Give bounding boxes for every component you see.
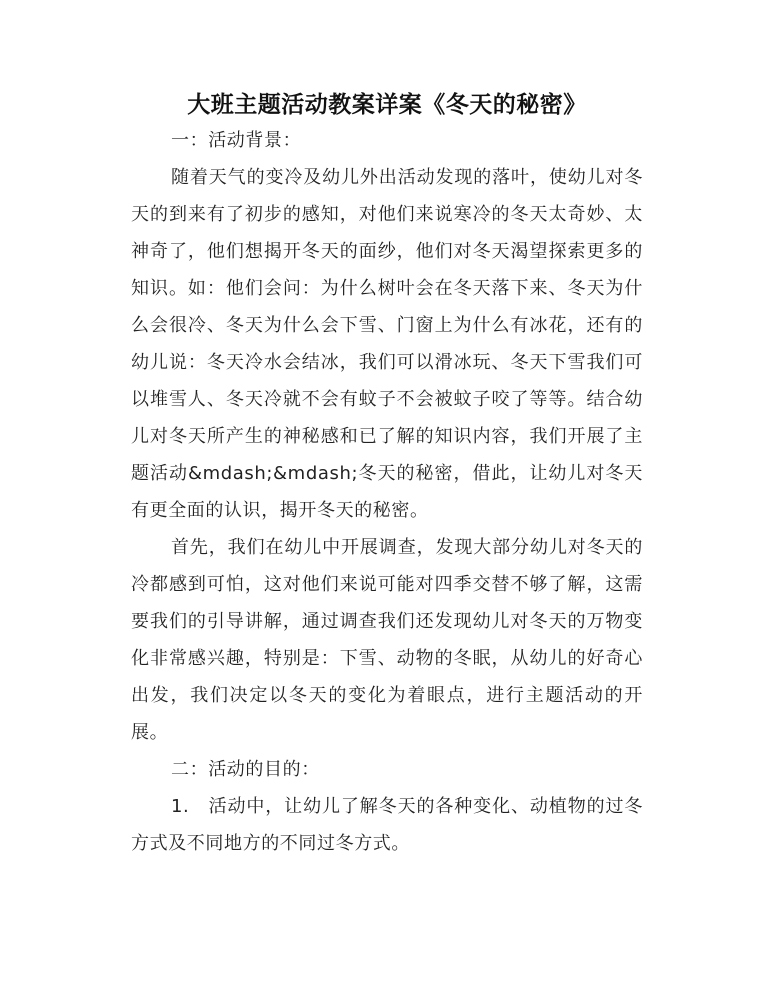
paragraph-survey: 首先，我们在幼儿中开展调查，发现大部分幼儿对冬天的冷都感到可怕，这对他们来说可能对四季交替不够了解，这需要我们的引导讲解，通过调查我们还发现幼儿对冬天的万物变化非常感兴趣，特别是：下雪、动物的冬眠，从幼儿的好奇心出发，我们决定以冬天的变化为着眼点，进行主题活动的开展。 <box>131 537 643 743</box>
paragraph-background: 随着天气的变冷及幼儿外出活动发现的落叶，使幼儿对冬天的到来有了初步的感知，对他们来说寒冷的冬天太奇妙、太神奇了，他们想揭开冬天的面纱，他们对冬天渴望探索更多的知识。如：他们会问：为什么树叶会在冬天落下来、冬天为什么会很冷、冬天为什么会下雪、门窗上为什么有冰花，还有的幼儿说：冬天冷水会结冰，我们可以滑冰玩、冬天下雪我们可以堆雪人、冬天冷就不会有蚊子不会被蚊子咬了等等。结合幼儿对冬天所产生的神秘感和已了解的知识内容，我们开展了主题活动&mdash;&mdash;冬天的秘密，借此，让幼儿对冬天有更全面的认识，揭开冬天的秘密。 <box>131 167 643 521</box>
section-heading-background: 一：活动背景： <box>171 130 302 151</box>
document-page <box>131 85 643 862</box>
section-heading-goals: 二：活动的目的： <box>171 759 320 780</box>
document-title: 大班主题活动教案详案《冬天的秘密》 <box>187 92 587 118</box>
goal-item-1: 1. 活动中，让幼儿了解冬天的各种变化、动植物的过冬方式及不同地方的不同过冬方式。 <box>131 796 643 854</box>
